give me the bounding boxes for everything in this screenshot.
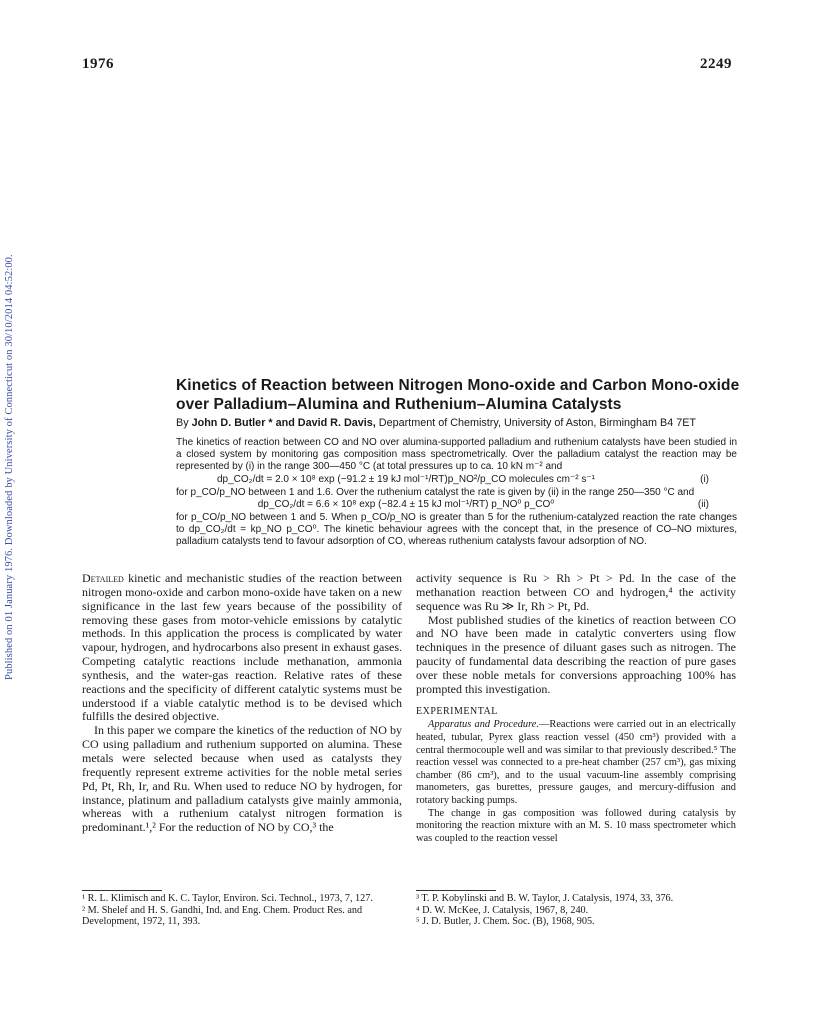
footnotes-left: [82, 893, 404, 928]
subsection-heading: Apparatus and Procedure.: [428, 719, 539, 731]
footnote-5: ⁵ J. D. Butler, J. Chem. Soc. (B), 1968, 905.: [416, 916, 595, 928]
publication-sidebar-note[interactable]: Published on 01 January 1976. Downloaded by University of Connecticut on 30/10/2014 04:52:00.: [4, 254, 15, 680]
equation-ii: [176, 499, 737, 512]
experimental-paragraph-2: The change in gas composition was followed during catalysis by monitoring the reaction mixture with an M. S. 10 mass spectrometer which was coupled to the reaction vessel: [416, 807, 736, 844]
abstract-paragraph-2: for p_CO/p_NO between 1 and 1.6. Over the ruthenium catalyst the rate is given by (ii) in the range 250—350 °C and: [176, 486, 695, 498]
intro-paragraph-4: Most published studies of the kinetics of reaction between CO and NO have been made in catalytic converters using flow techniques in the presence of diluant gases such as nitrogen. The paucity of fundamental data describing the reaction of pure gases over these noble metals for conversions approaching 100% has prompted this investigation.: [416, 612, 736, 696]
equation-ii-expression: dp_CO₂/dt = 6.6 × 10⁸ exp (−82.4 ± 15 kJ mol⁻¹/RT) p_NO⁰ p_CO⁰: [257, 498, 555, 510]
article-title: Kinetics of Reaction between Nitrogen Mono-oxide and Carbon Mono-oxide over Palladium–Alumina and Ruthenium–Alumina Catalysts: [176, 377, 740, 413]
footnote-3: ³ T. P. Kobylinski and B. W. Taylor, J. Catalysis, 1974, 33, 376.: [416, 893, 674, 904]
footnotes-right: [416, 893, 736, 928]
equation-ii-label: (ii): [697, 498, 709, 510]
by-label: By: [176, 417, 189, 429]
footnote-2: ² M. Shelef and H. S. Gandhi, Ind. and Eng. Chem. Product Res. and Development, 1972, 11, 393.: [82, 904, 363, 928]
body-column-left: [82, 572, 402, 835]
experimental-paragraph-1: [416, 719, 736, 807]
equation-i: [176, 474, 737, 487]
affiliation: Department of Chemistry, University of Aston, Birmingham B4 7ET: [378, 417, 697, 429]
author-line: [176, 417, 756, 429]
abstract-paragraph-1: The kinetics of reaction between CO and NO over alumina-supported palladium and ruthenium catalysts have been studied in a closed system by monitoring gas composition mass spectrometrically. Over the palladium catalyst the reaction may be represented by (i) in the range 300—450 °C (at total pressures up to ca. 10 kN m⁻² and: [176, 437, 737, 473]
abstract-paragraph-3: for p_CO/p_NO between 1 and 5. When p_CO/p_NO is greater than 5 for the ruthenium-catalyzed reaction the rate changes to dp_CO₂/dt = kp_NO p_CO⁰. The kinetic behaviour agrees with the concept that, in the presence of CO–NO mixtures, palladium catalysts tend to favour adsorption of CO, whereas ruthenium catalysts favour adsorption of NO.: [176, 511, 737, 548]
section-heading-experimental: EXPERIMENTAL: [416, 705, 498, 717]
intro-paragraph-1-text: kinetic and mechanistic studies of the reaction between nitrogen mono-oxide and carbon mono-oxide have taken on a new significance in the last few years because of the possibility of removing these gases from motor-vehicle emissions by catalytic methods. In this application the process is complicated by water vapour, hydrogen, and hydrocarbons also present in exhaust gases. Competing catalytic reactions include methanation, ammonia synthesis, and the water-gas reaction. Relative rates of these reactions and the specificity of different catalytic systems must be understood if a viable catalytic method is to be devised which fulfills the desired objective.: [82, 571, 403, 724]
intro-paragraph-2: In this paper we compare the kinetics of the reduction of NO by CO using palladium and ruthenium supported on alumina. These metals were selected because when used as catalysts they frequently represent extreme activities for the noble metal series Pd, Pt, Rh, Ir, and Ru. When used to reduce NO by hydrogen, for instance, platinum and palladium catalysts give mainly ammonia, whereas with a ruthenium catalyst nitrogen formation is predominant.¹,² For the reduction of NO by CO,³ the: [82, 723, 402, 835]
footnote-1: ¹ R. L. Klimisch and K. C. Taylor, Environ. Sci. Technol., 1973, 7, 127.: [82, 893, 373, 904]
footnote-rule-left: [82, 890, 162, 891]
experimental-paragraph-1-text: —Reactions were carried out in an electrically heated, tubular, Pyrex glass reaction vessel (450 cm³) provided with a central thermocouple well and was similar to that previously described.⁵ The reaction vessel was connected to a pre-heat chamber (257 cm³), gas mixing chamber (86 cm³), and to the usual vacuum-line assembly comprising manometers, gas burettes, pressure gauges, and mercury-diffusion and rotatory backing pumps.: [416, 719, 736, 806]
journal-year: 1976: [82, 56, 114, 72]
equation-i-label: (i): [700, 473, 709, 485]
authors: John D. Butler * and David R. Davis,: [191, 417, 376, 429]
page-number: 2249: [700, 56, 732, 72]
equation-i-expression: dp_CO₂/dt = 2.0 × 10⁸ exp (−91.2 ± 19 kJ mol⁻¹/RT)p_NO²/p_CO molecules cm⁻² s⁻¹: [217, 473, 595, 485]
intro-paragraph-1: [82, 572, 402, 724]
footnote-4: ⁴ D. W. McKee, J. Catalysis, 1967, 8, 240.: [416, 904, 589, 916]
intro-paragraph-3: activity sequence is Ru > Rh > Pt > Pd. In the case of the methanation reaction between CO and hydrogen,⁴ the activity sequence was Ru ≫ Ir, Rh > Pt, Pd.: [416, 571, 736, 613]
abstract: [176, 437, 737, 548]
drop-lead-word: Detailed: [82, 571, 124, 585]
body-column-right: [416, 572, 736, 845]
footnote-rule-right: [416, 890, 496, 891]
